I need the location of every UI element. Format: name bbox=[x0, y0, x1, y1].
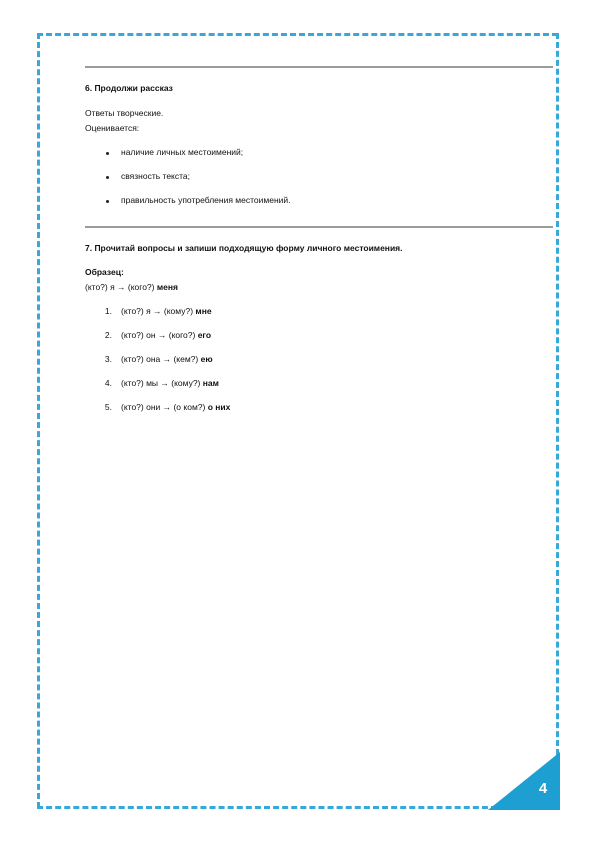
answer-text: нам bbox=[202, 378, 219, 388]
question-text: (кто?) я → (кому?) bbox=[121, 306, 194, 316]
section-divider-top bbox=[85, 66, 553, 68]
frame-top-border bbox=[37, 33, 558, 36]
page-number: 4 bbox=[538, 780, 548, 797]
bullet-icon bbox=[106, 152, 109, 155]
criteria-item: связность текста; bbox=[121, 171, 191, 181]
section-7-title: 7. Прочитай вопросы и запиши подходящую форму личного местоимения. bbox=[85, 243, 403, 253]
question-item bbox=[121, 330, 211, 341]
frame-bottom-border bbox=[37, 806, 497, 809]
question-item bbox=[121, 306, 212, 317]
item-number: 1. bbox=[104, 306, 112, 316]
bullet-icon bbox=[106, 200, 109, 203]
frame-left-border bbox=[37, 33, 40, 808]
question-item bbox=[121, 402, 230, 413]
question-text: (кто?) он → (кого?) bbox=[121, 330, 196, 340]
section-6-line-1: Ответы творческие. bbox=[85, 108, 164, 118]
section-divider-middle bbox=[85, 226, 553, 228]
answer-text: о них bbox=[207, 402, 231, 412]
question-text: (кто?) мы → (кому?) bbox=[121, 378, 201, 388]
criteria-item: наличие личных местоимений; bbox=[121, 147, 244, 157]
item-number: 3. bbox=[104, 354, 112, 364]
answer-text: его bbox=[197, 330, 212, 340]
sample-line bbox=[85, 282, 178, 293]
sample-label: Образец: bbox=[85, 267, 124, 277]
item-number: 5. bbox=[104, 402, 112, 412]
section-6-line-2: Оценивается: bbox=[85, 123, 140, 133]
item-number: 4. bbox=[104, 378, 112, 388]
bullet-icon bbox=[106, 176, 109, 179]
answer-text: мне bbox=[195, 306, 212, 316]
frame-right-border bbox=[556, 33, 559, 755]
criteria-item: правильность употребления местоимений. bbox=[121, 195, 291, 205]
section-6-title: 6. Продолжи рассказ bbox=[85, 83, 173, 93]
item-number: 2. bbox=[104, 330, 112, 340]
sample-question: (кто?) я → (кого?) bbox=[85, 282, 155, 292]
question-text: (кто?) они → (о ком?) bbox=[121, 402, 206, 412]
answer-text: ею bbox=[200, 354, 213, 364]
question-item bbox=[121, 378, 219, 389]
sample-answer: меня bbox=[156, 282, 178, 292]
question-text: (кто?) она → (кем?) bbox=[121, 354, 199, 364]
question-item bbox=[121, 354, 213, 365]
